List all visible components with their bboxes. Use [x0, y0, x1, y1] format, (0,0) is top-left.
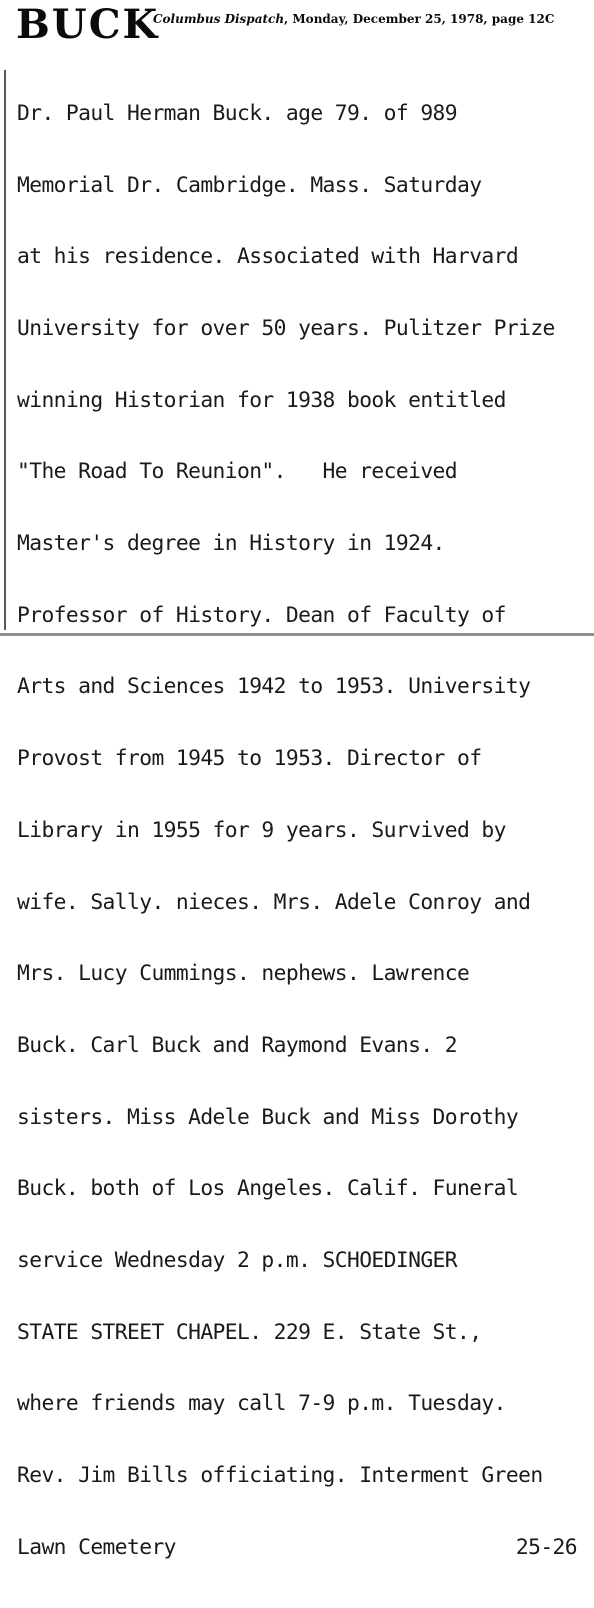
- body-line: STATE STREET CHAPEL. 229 E. State St.,: [17, 1319, 482, 1345]
- body-last-line: [17, 1536, 579, 1560]
- body-line: where friends may call 7-9 p.m. Tuesday.: [17, 1391, 506, 1417]
- body-line: Mrs. Lucy Cummings. nephews. Lawrence: [17, 961, 470, 987]
- body-line: "The Road To Reunion". He received: [17, 459, 457, 485]
- body-line: Buck. Carl Buck and Raymond Evans. 2: [17, 1032, 457, 1058]
- body-line: Lawn Cemetery: [17, 1534, 176, 1560]
- notice-code: 25-26: [515, 1534, 577, 1560]
- body-line: Buck. both of Los Angeles. Calif. Funeral: [17, 1176, 519, 1202]
- body-line: Rev. Jim Bills officiating. Interment Green: [17, 1463, 543, 1489]
- obituary-body: [17, 54, 579, 1608]
- body-line: at his residence. Associated with Harvard: [17, 244, 519, 270]
- body-line: Memorial Dr. Cambridge. Mass. Saturday: [17, 172, 482, 198]
- body-line: Arts and Sciences 1942 to 1953. University: [17, 674, 531, 700]
- body-line: Dr. Paul Herman Buck. age 79. of 989: [17, 100, 457, 126]
- obituary-headline: BUCK: [16, 1, 160, 48]
- body-line: wife. Sally. nieces. Mrs. Adele Conroy and: [17, 889, 531, 915]
- body-line: Master's degree in History in 1924.: [17, 531, 445, 557]
- body-line: winning Historian for 1938 book entitled: [17, 387, 506, 413]
- clipping-left-edge: [4, 70, 6, 630]
- source-paper-name: Columbus Dispatch: [153, 12, 285, 26]
- body-line: University for over 50 years. Pulitzer Prize: [17, 315, 555, 341]
- source-date-page: , Monday, December 25, 1978, page 12C: [284, 12, 555, 26]
- body-line: sisters. Miss Adele Buck and Miss Dorothy: [17, 1104, 519, 1130]
- source-citation: [153, 9, 554, 29]
- body-line: service Wednesday 2 p.m. SCHOEDINGER: [17, 1248, 457, 1274]
- body-line: Library in 1955 for 9 years. Survived by: [17, 817, 506, 843]
- body-line: Provost from 1945 to 1953. Director of: [17, 746, 482, 772]
- body-line: Professor of History. Dean of Faculty of: [17, 602, 506, 628]
